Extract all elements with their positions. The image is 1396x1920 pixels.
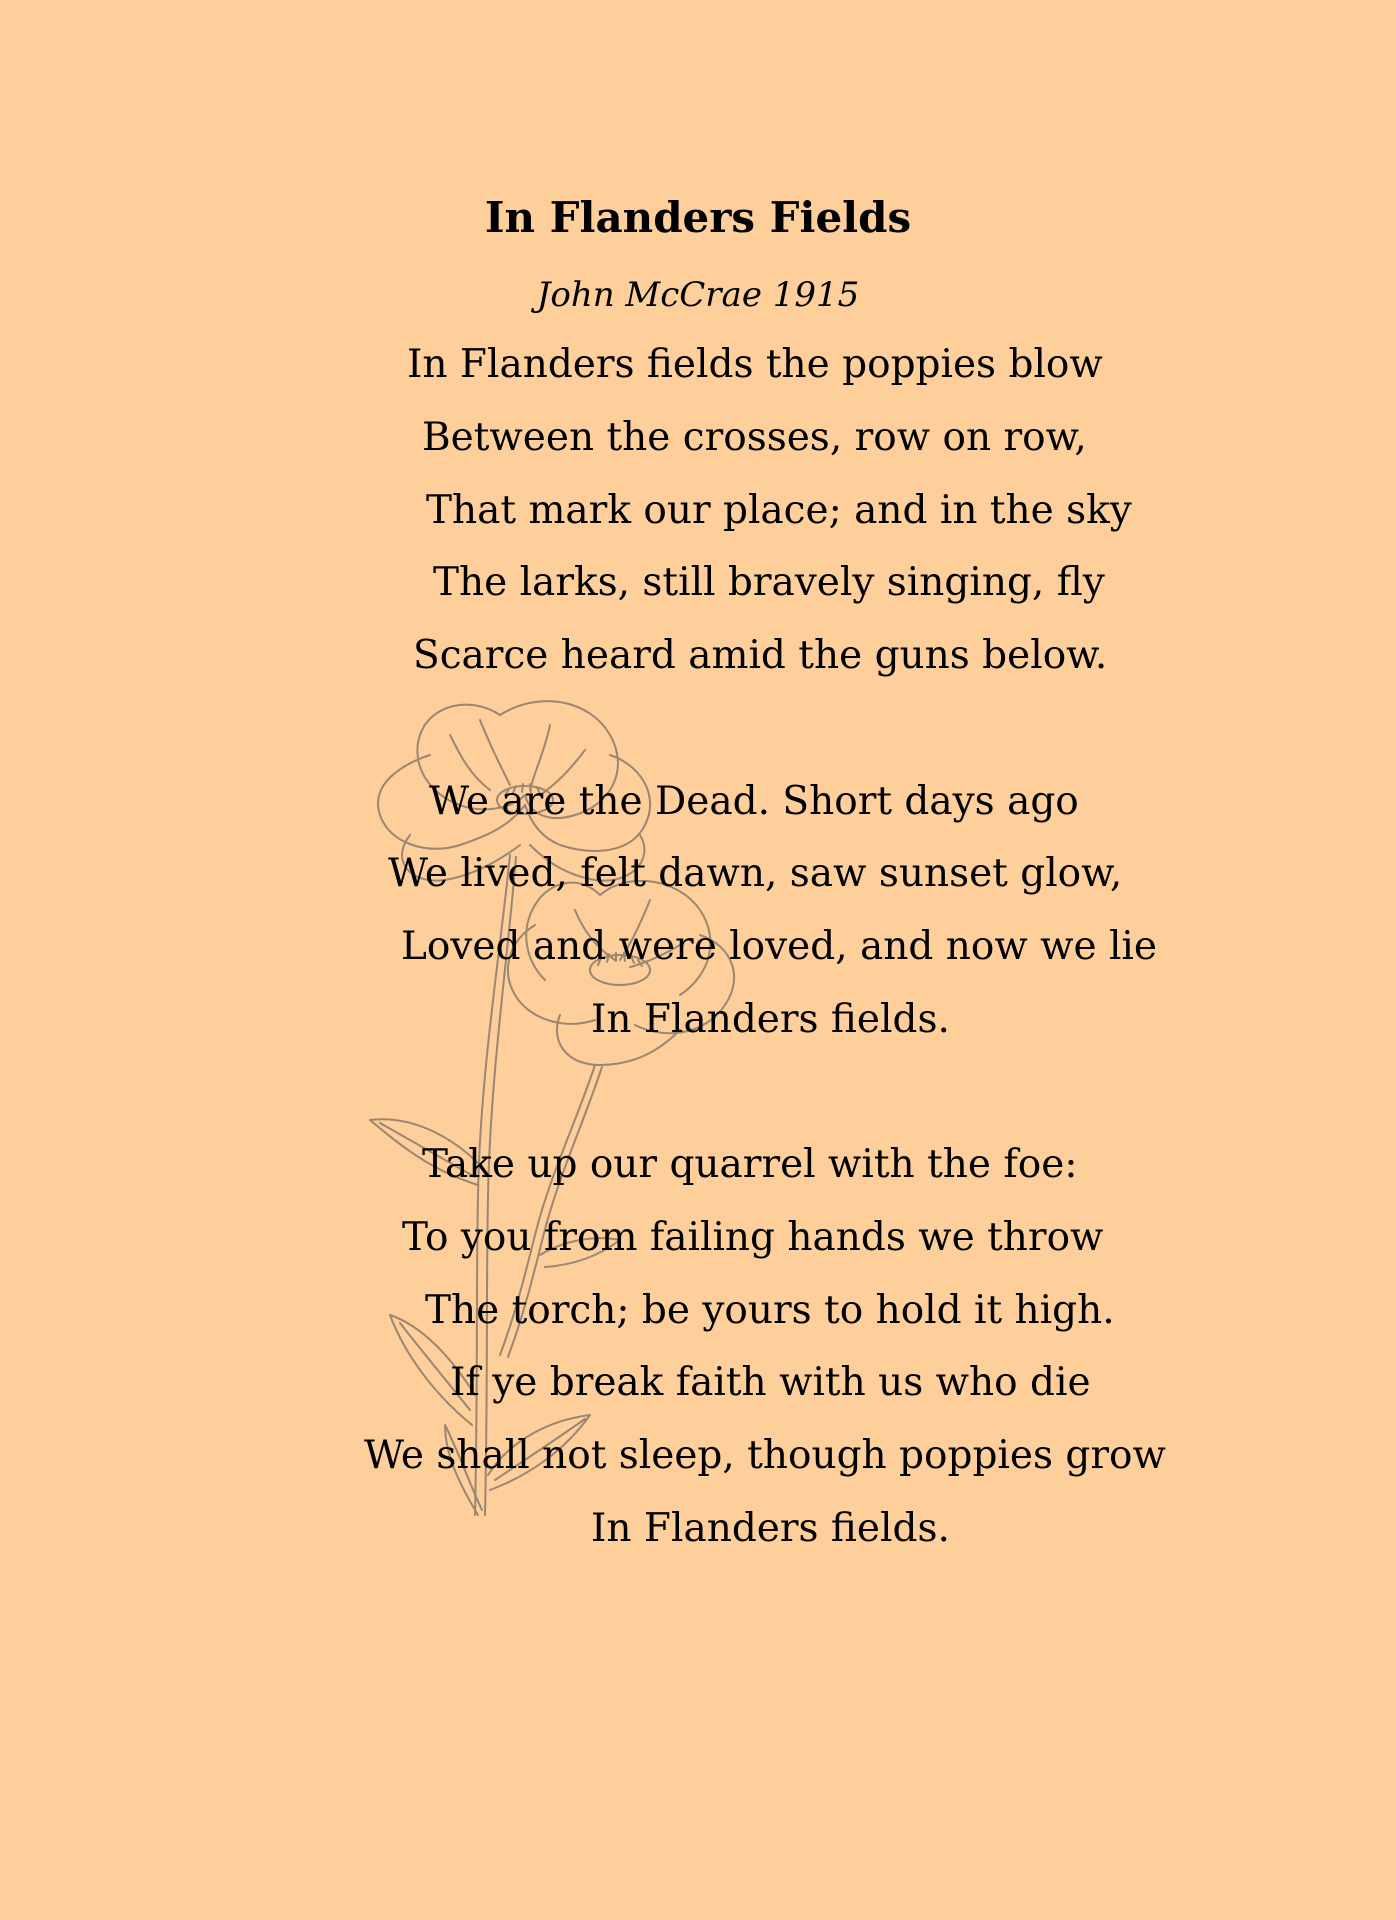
poem-line: In Flanders fields the poppies blow: [407, 342, 1103, 387]
poem-line: If ye break faith with us who die: [450, 1360, 1091, 1405]
poem-line: The torch; be yours to hold it high.: [425, 1288, 1115, 1333]
poem-line: Between the crosses, row on row,: [422, 415, 1087, 460]
poem-line: In Flanders fields.: [591, 1506, 950, 1551]
poem-line: Loved and were loved, and now we lie: [401, 924, 1157, 969]
poem-line: We lived, felt dawn, saw sunset glow,: [388, 851, 1123, 896]
poem-byline: John McCrae 1915: [536, 275, 860, 315]
poem-line: That mark our place; and in the sky: [426, 488, 1132, 533]
poem-line: Scarce heard amid the guns below.: [413, 633, 1108, 678]
poem-title: In Flanders Fields: [484, 193, 912, 242]
poem-line: To you from failing hands we throw: [402, 1215, 1104, 1260]
poem-line: The larks, still bravely singing, fly: [433, 560, 1105, 605]
poem-line: In Flanders fields.: [591, 997, 950, 1042]
poem-line: We shall not sleep, though poppies grow: [364, 1433, 1166, 1478]
poem-line: We are the Dead. Short days ago: [429, 779, 1079, 824]
poem-line: Take up our quarrel with the foe:: [422, 1142, 1078, 1187]
